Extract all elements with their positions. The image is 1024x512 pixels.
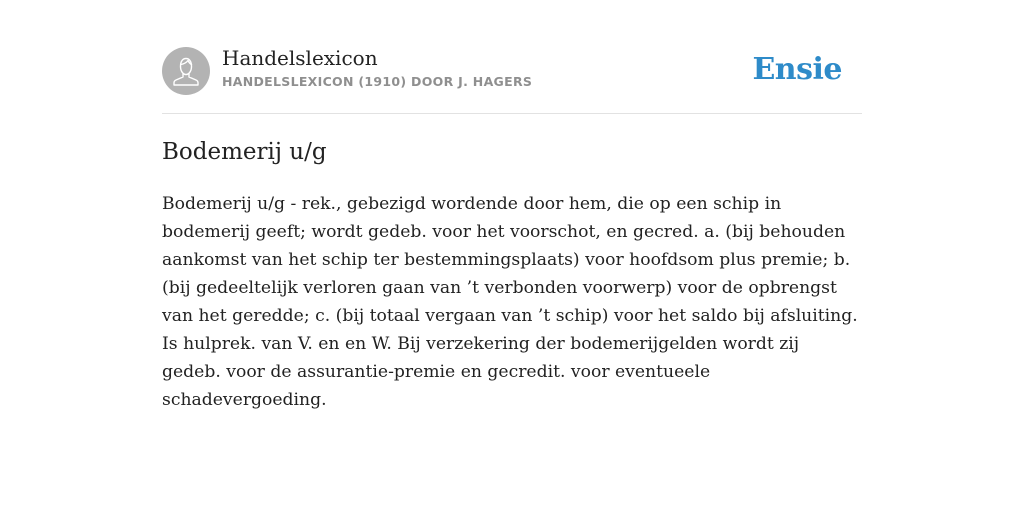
entry-body: Bodemerij u/g - rek., gebezigd wordende door hem, die op een schip in bodemerij geeft; wordt gedeb. voor het voorschot, en gecred. a. (bij behouden aankomst van het schip ter bestemmingsplaats) voor hoofdsom plus premie; b. (bij gedeeltelijk verloren gaan van ’t verbonden voorwerp) voor de opbrengst van het geredde; c. (bij totaal vergaan van ’t schip) voor het saldo bij afsluiting. Is hulprek. van V. en en W. Bij verzekering der bodemerijgelden wordt zij gedeb. voor de assurantie-premie en gecredit. voor eventueele schadevergoeding.	[162, 194, 858, 410]
user-silhouette-icon	[162, 47, 210, 95]
entry-title: Bodemerij u/g	[162, 139, 327, 165]
source-avatar[interactable]	[162, 47, 210, 95]
header-divider	[162, 113, 862, 114]
source-title[interactable]: Handelslexicon	[222, 46, 378, 70]
source-header	[162, 46, 862, 96]
source-subtitle: HANDELSLEXICON (1910) DOOR J. HAGERS	[222, 74, 533, 89]
ensie-logo[interactable]: Ensie	[752, 52, 842, 87]
